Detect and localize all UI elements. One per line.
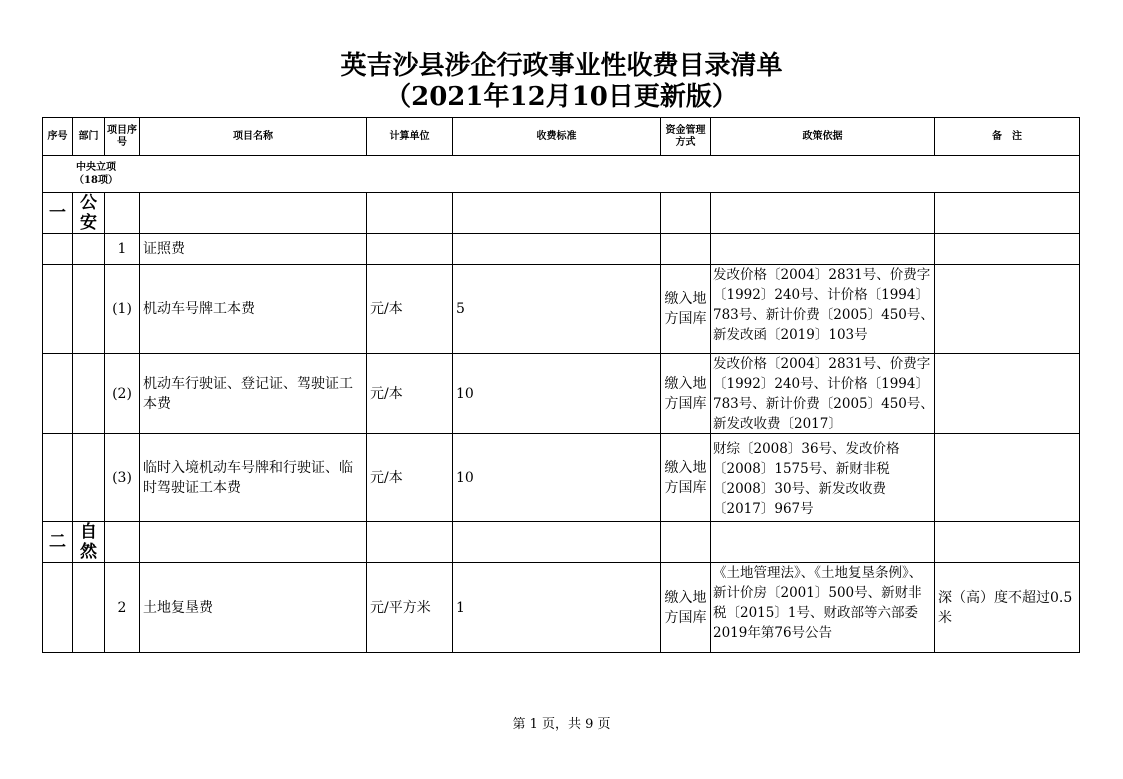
item-unit: 元/平方米 bbox=[367, 563, 453, 653]
group-row bbox=[43, 193, 1080, 234]
item-basis: 发改价格〔2004〕2831号、价费字〔1992〕240号、计价格〔1994〕783号、新计价费〔2005〕450号、新发改收费〔2017〕 bbox=[713, 356, 934, 432]
group-seq: 二 bbox=[43, 522, 73, 563]
item-seq: (3) bbox=[105, 434, 140, 522]
item-standard: 1 bbox=[453, 563, 661, 653]
item-seq: (1) bbox=[105, 265, 140, 354]
group-dept: 自然 bbox=[73, 522, 105, 563]
item-remark: 深（高）度不超过0.5米 bbox=[935, 563, 1080, 653]
group-seq: 一 bbox=[43, 193, 73, 234]
header-unit: 计算单位 bbox=[367, 118, 453, 156]
item-basis: 《土地管理法》、《土地复垦条例》、新计价房〔2001〕500号、新财非税〔2015〕1号、财政部等六部委2019年第76号公告 bbox=[713, 565, 923, 641]
item-unit: 元/本 bbox=[367, 354, 453, 434]
item-unit: 元/本 bbox=[367, 434, 453, 522]
section-central-label: 中央立项（18项） bbox=[74, 162, 118, 186]
table-row bbox=[43, 563, 1080, 653]
item-fund: 缴入地方国库 bbox=[661, 265, 711, 354]
item-name: 临时入境机动车号牌和行驶证、临时驾驶证工本费 bbox=[140, 434, 367, 522]
item-name: 机动车行驶证、登记证、驾驶证工本费 bbox=[140, 354, 367, 434]
header-standard: 收费标准 bbox=[453, 118, 661, 156]
item-name: 机动车号牌工本费 bbox=[140, 265, 367, 354]
header-basis: 政策依据 bbox=[711, 118, 935, 156]
header-fund: 资金管理方式 bbox=[661, 118, 711, 156]
table-row bbox=[43, 265, 1080, 354]
header-dept: 部门 bbox=[73, 118, 105, 156]
header-item-seq: 项目序号 bbox=[105, 118, 140, 156]
item-name: 土地复垦费 bbox=[140, 563, 367, 653]
page-footer: 第 1 页，共 9 页 bbox=[512, 717, 611, 732]
table-row bbox=[43, 234, 1080, 265]
item-standard: 10 bbox=[453, 354, 661, 434]
item-name: 证照费 bbox=[140, 234, 367, 265]
page-subtitle: （2021年12月10日更新版） bbox=[385, 82, 738, 112]
item-basis: 发改价格〔2004〕2831号、价费字〔1992〕240号、计价格〔1994〕783号、新计价费〔2005〕450号、新发改函〔2019〕103号 bbox=[713, 267, 934, 343]
item-standard: 10 bbox=[453, 434, 661, 522]
item-unit: 元/本 bbox=[367, 265, 453, 354]
table-row bbox=[43, 434, 1080, 522]
table-row bbox=[43, 354, 1080, 434]
header-remark: 备 注 bbox=[935, 118, 1080, 156]
fee-table bbox=[42, 117, 1080, 653]
header-seq: 序号 bbox=[43, 118, 73, 156]
section-row bbox=[43, 156, 1080, 193]
item-seq: (2) bbox=[105, 354, 140, 434]
group-row bbox=[43, 522, 1080, 563]
item-remark bbox=[935, 434, 1080, 522]
page-title: 英吉沙县涉企行政事业性收费目录清单 bbox=[340, 51, 783, 81]
item-fund: 缴入地方国库 bbox=[661, 563, 711, 653]
item-remark bbox=[935, 354, 1080, 434]
item-seq: 2 bbox=[105, 563, 140, 653]
item-fund: 缴入地方国库 bbox=[661, 434, 711, 522]
header-row bbox=[43, 118, 1080, 156]
item-standard: 5 bbox=[453, 265, 661, 354]
item-basis: 财综〔2008〕36号、发改价格〔2008〕1575号、新财非税〔2008〕30号、新发改收费〔2017〕967号 bbox=[713, 441, 900, 517]
header-name: 项目名称 bbox=[140, 118, 367, 156]
item-fund: 缴入地方国库 bbox=[661, 354, 711, 434]
item-seq: 1 bbox=[105, 234, 140, 265]
item-remark bbox=[935, 265, 1080, 354]
group-dept: 公安 bbox=[73, 193, 105, 234]
